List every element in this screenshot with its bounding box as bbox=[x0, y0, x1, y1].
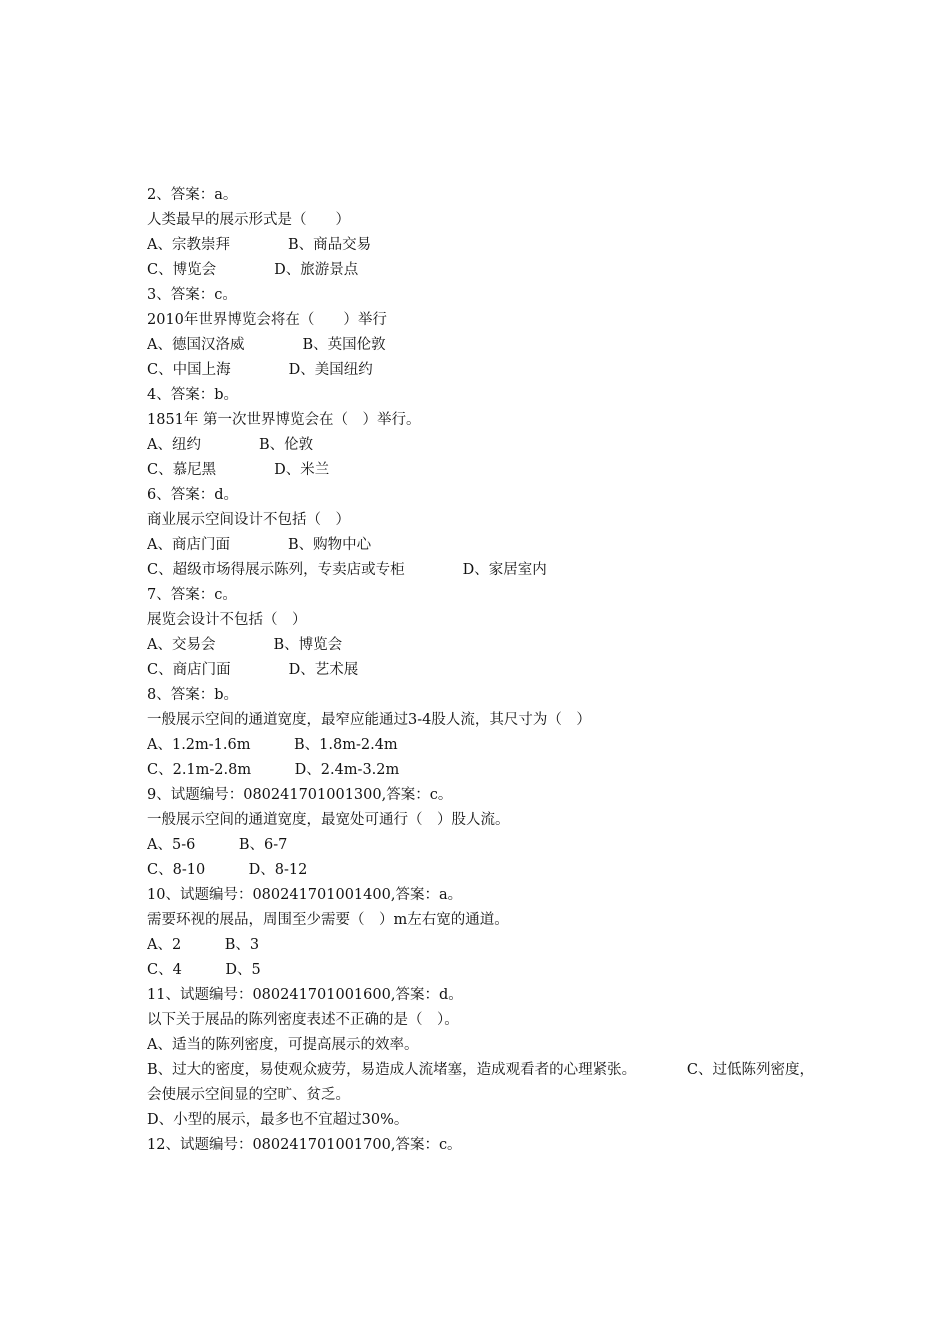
question-line: 展览会设计不包括（ ） bbox=[147, 612, 307, 628]
options-line: C、超级市场得展示陈列，专卖店或专柜 D、家居室内 bbox=[147, 562, 547, 578]
question-line: 商业展示空间设计不包括（ ） bbox=[147, 512, 350, 528]
answer-line: 6、答案：d。 bbox=[147, 487, 239, 503]
options-line: C、4 D、5 bbox=[147, 962, 261, 978]
answer-line: 7、答案：c。 bbox=[147, 587, 237, 603]
answer-line: 4、答案：b。 bbox=[147, 387, 239, 403]
options-line: C、博览会 D、旅游景点 bbox=[147, 262, 359, 278]
answer-line: 3、答案：c。 bbox=[147, 287, 237, 303]
question-line: 一般展示空间的通道宽度，最宽处可通行（ ）股人流。 bbox=[147, 812, 510, 828]
answer-line: 12、试题编号：080241701001700,答案：c。 bbox=[147, 1137, 462, 1153]
options-line: C、慕尼黑 D、米兰 bbox=[147, 462, 330, 478]
options-line: A、德国汉洛威 B、英国伦敦 bbox=[147, 337, 386, 353]
answer-line: 11、试题编号：080241701001600,答案：d。 bbox=[147, 987, 463, 1003]
options-line: A、商店门面 B、购物中心 bbox=[147, 537, 372, 553]
question-line: 2010年世界博览会将在（ ）举行 bbox=[147, 312, 387, 328]
options-line: C、中国上海 D、美国纽约 bbox=[147, 362, 373, 378]
answer-line: 10、试题编号：080241701001400,答案：a。 bbox=[147, 887, 463, 903]
options-line: A、交易会 B、博览会 bbox=[147, 637, 343, 653]
document-page bbox=[147, 183, 819, 1158]
answer-line: 2、答案：a。 bbox=[147, 187, 238, 203]
answer-line: 8、答案：b。 bbox=[147, 687, 239, 703]
options-line: A、1.2m-1.6m B、1.8m-2.4m bbox=[147, 737, 398, 753]
options-line: A、宗教崇拜 B、商品交易 bbox=[147, 237, 372, 253]
options-line: C、8-10 D、8-12 bbox=[147, 862, 308, 878]
options-line: A、5-6 B、6-7 bbox=[147, 837, 288, 853]
question-line: 人类最早的展示形式是（ ） bbox=[147, 212, 350, 228]
options-paragraph: B、过大的密度，易使观众疲劳，易造成人流堵塞，造成观看者的心理紧张。 C、过低陈列密度，会使展示空间显的空旷、贫乏。 bbox=[147, 1062, 814, 1103]
question-line: 一般展示空间的通道宽度，最窄应能通过3-4股人流，其尺寸为（ ） bbox=[147, 712, 591, 728]
options-line: A、2 B、3 bbox=[147, 937, 260, 953]
question-line: 需要环视的展品，周围至少需要（ ）m左右宽的通道。 bbox=[147, 912, 509, 928]
question-line: 1851年 第一次世界博览会在（ ）举行。 bbox=[147, 412, 421, 428]
options-line: A、纽约 B、伦敦 bbox=[147, 437, 314, 453]
options-line: D、小型的展示，最多也不宜超过30%。 bbox=[147, 1112, 409, 1128]
options-line: C、2.1m-2.8m D、2.4m-3.2m bbox=[147, 762, 400, 778]
options-line: C、商店门面 D、艺术展 bbox=[147, 662, 359, 678]
options-line: A、适当的陈列密度，可提高展示的效率。 bbox=[147, 1037, 419, 1053]
question-line: 以下关于展品的陈列密度表述不正确的是（ ）。 bbox=[147, 1012, 459, 1028]
answer-line: 9、试题编号：080241701001300,答案：c。 bbox=[147, 787, 453, 803]
